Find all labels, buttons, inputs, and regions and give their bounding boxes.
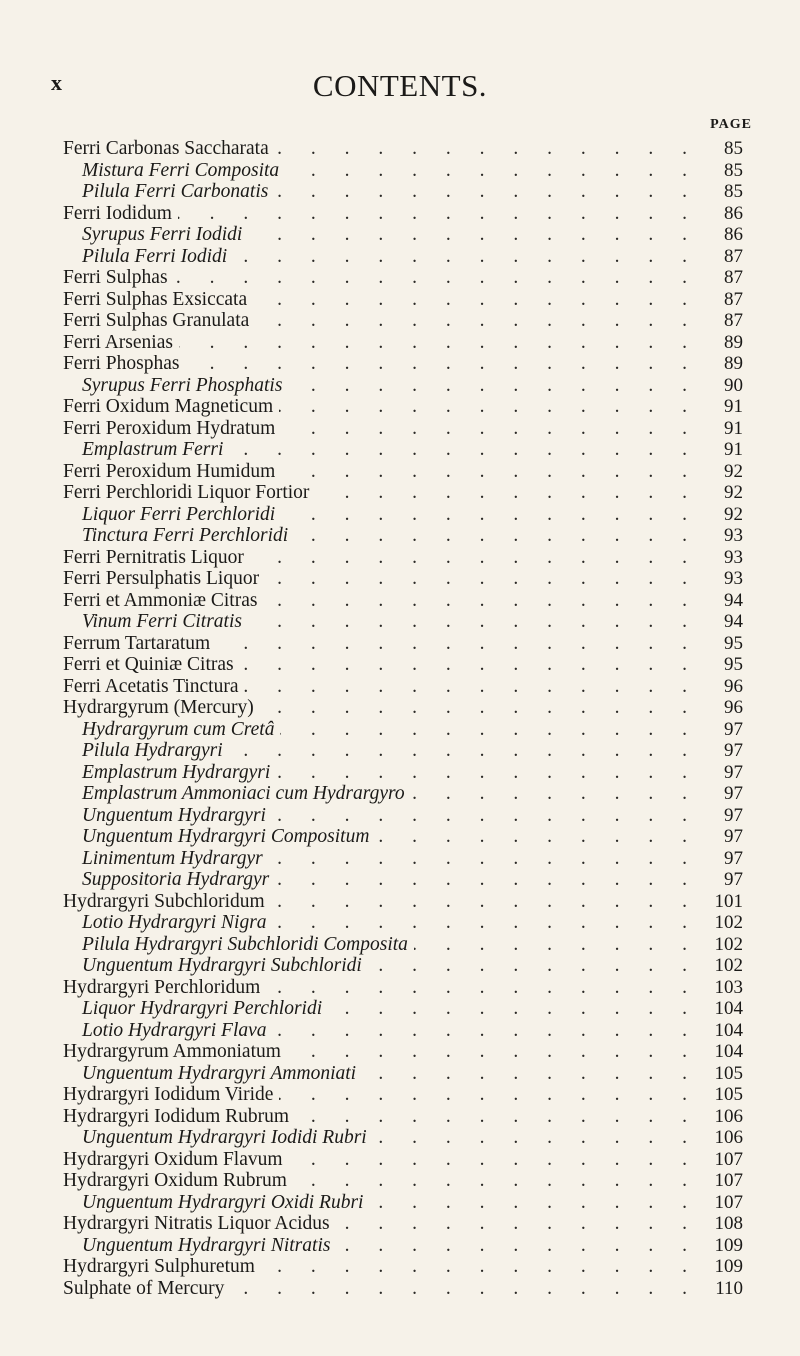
contents-entry	[63, 697, 743, 719]
entry-page-number: 97	[720, 805, 743, 827]
entry-label: Hydrargyrum (Mercury)	[63, 697, 260, 719]
contents-entry	[63, 719, 743, 741]
contents-entry	[63, 826, 743, 848]
entry-label: Unguentum Hydrargyri Subchloridi	[63, 955, 368, 977]
contents-entry	[63, 1213, 743, 1235]
entry-label: Emplastrum Hydrargyri	[63, 762, 276, 784]
entry-page-number: 106	[711, 1127, 744, 1149]
contents-entry	[63, 676, 743, 698]
entry-page-number: 87	[720, 310, 743, 332]
entry-label: Hydrargyri Perchloridum	[63, 977, 266, 999]
entry-page-number: 93	[720, 568, 743, 590]
entry-label: Hydrargyrum cum Cretâ	[63, 719, 280, 741]
contents-entry	[63, 461, 743, 483]
entry-label: Hydrargyri Subchloridum	[63, 891, 271, 913]
entry-page-number: 108	[711, 1213, 744, 1235]
entry-page-number: 97	[720, 869, 743, 891]
contents-entry	[63, 977, 743, 999]
entry-label: Hydrargyri Iodidum Rubrum	[63, 1106, 295, 1128]
contents-entry	[63, 332, 743, 354]
entry-page-number: 95	[720, 633, 743, 655]
entry-label: Ferrum Tartaratum	[63, 633, 216, 655]
contents-entry	[63, 912, 743, 934]
entry-label: Ferri Acetatis Tinctura	[63, 676, 244, 698]
entry-label: Ferri Peroxidum Hydratum	[63, 418, 281, 440]
contents-entry	[63, 138, 743, 160]
contents-entry	[63, 396, 743, 418]
entry-label: Hydrargyri Nitratis Liquor Acidus	[63, 1213, 336, 1235]
entry-page-number: 92	[720, 504, 743, 526]
contents-entry	[63, 504, 743, 526]
entry-label: Linimentum Hydrargyr	[63, 848, 269, 870]
contents-entry	[63, 590, 743, 612]
contents-entry	[63, 1106, 743, 1128]
entry-page-number: 102	[711, 955, 744, 977]
entry-label: Tinctura Ferri Perchloridi	[63, 525, 294, 547]
entry-page-number: 97	[720, 848, 743, 870]
entry-label: Hydrargyri Oxidum Rubrum	[63, 1170, 293, 1192]
entry-page-number: 86	[720, 224, 743, 246]
contents-entry	[63, 1192, 743, 1214]
entry-page-number: 104	[711, 998, 744, 1020]
entry-page-number: 85	[720, 138, 743, 160]
entry-label: Syrupus Ferri Phosphatis	[63, 375, 288, 397]
contents-entry	[63, 482, 743, 504]
entry-label: Unguentum Hydrargyri Oxidi Rubri	[63, 1192, 369, 1214]
entry-page-number: 91	[720, 418, 743, 440]
entry-label: Mistura Ferri Composita	[63, 160, 285, 182]
contents-entry	[63, 418, 743, 440]
entry-page-number: 89	[720, 332, 743, 354]
entry-label: Unguentum Hydrargyri	[63, 805, 272, 827]
entry-page-number: 97	[720, 719, 743, 741]
entry-label: Unguentum Hydrargyri Nitratis	[63, 1235, 336, 1257]
entry-label: Ferri Persulphatis Liquor	[63, 568, 265, 590]
contents-entry	[63, 160, 743, 182]
entry-label: Syrupus Ferri Iodidi	[63, 224, 248, 246]
entry-label: Emplastrum Ferri	[63, 439, 229, 461]
contents-entry	[63, 805, 743, 827]
entry-page-number: 97	[720, 740, 743, 762]
contents-entry	[63, 1020, 743, 1042]
contents-entry	[63, 353, 743, 375]
entry-page-number: 94	[720, 590, 743, 612]
entry-page-number: 92	[720, 461, 743, 483]
entry-page-number: 85	[720, 160, 743, 182]
entry-label: Hydrargyri Oxidum Flavum	[63, 1149, 289, 1171]
entry-label: Liquor Hydrargyri Perchloridi	[63, 998, 328, 1020]
entry-page-number: 97	[720, 762, 743, 784]
entry-page-number: 102	[711, 934, 744, 956]
page-number: x	[51, 70, 62, 95]
contents-entry	[63, 740, 743, 762]
entry-page-number: 104	[711, 1020, 744, 1042]
entry-label: Unguentum Hydrargyri Iodidi Rubri	[63, 1127, 373, 1149]
entry-page-number: 101	[711, 891, 744, 913]
entry-label: Hydrargyri Iodidum Viride	[63, 1084, 279, 1106]
contents-entry	[63, 224, 743, 246]
entry-label: Ferri Pernitratis Liquor	[63, 547, 250, 569]
entry-page-number: 110	[711, 1278, 743, 1300]
entry-page-number: 85	[720, 181, 743, 203]
entry-page-number: 103	[711, 977, 744, 999]
contents-entry	[63, 934, 743, 956]
entry-label: Ferri Phosphas	[63, 353, 185, 375]
contents-entry	[63, 310, 743, 332]
entry-label: Ferri Oxidum Magneticum	[63, 396, 279, 418]
contents-entry	[63, 869, 743, 891]
entry-page-number: 91	[720, 439, 743, 461]
entry-label: Sulphate of Mercury	[63, 1278, 230, 1300]
entry-label: Ferri Arsenias	[63, 332, 179, 354]
contents-entry	[63, 783, 743, 805]
entry-label: Ferri et Quiniæ Citras	[63, 654, 240, 676]
entry-label: Pilula Ferri Carbonatis	[63, 181, 274, 203]
contents-entry	[63, 848, 743, 870]
entry-label: Unguentum Hydrargyri Compositum	[63, 826, 375, 848]
contents-entry	[63, 1063, 743, 1085]
contents-entry	[63, 246, 743, 268]
entry-page-number: 86	[720, 203, 743, 225]
entry-label: Suppositoria Hydrargyr	[63, 869, 275, 891]
page-title: CONTENTS.	[312, 68, 488, 103]
entry-page-number: 97	[720, 826, 743, 848]
entry-page-number: 109	[711, 1256, 744, 1278]
entry-label: Ferri et Ammoniæ Citras	[63, 590, 263, 612]
contents-entry	[63, 547, 743, 569]
entry-label: Ferri Sulphas	[63, 267, 174, 289]
contents-entry	[63, 1170, 743, 1192]
contents-entry	[63, 375, 743, 397]
entry-page-number: 94	[720, 611, 743, 633]
contents-entry	[63, 955, 743, 977]
contents-entry	[63, 998, 743, 1020]
entry-page-number: 105	[711, 1063, 744, 1085]
entry-page-number: 90	[720, 375, 743, 397]
entry-page-number: 93	[720, 547, 743, 569]
entry-page-number: 95	[720, 654, 743, 676]
entry-page-number: 102	[711, 912, 744, 934]
contents-entry	[63, 181, 743, 203]
contents-entry	[63, 1041, 743, 1063]
entry-label: Ferri Carbonas Saccharata	[63, 138, 275, 160]
page-header	[0, 68, 800, 108]
contents-entry	[63, 1235, 743, 1257]
entry-page-number: 107	[711, 1192, 744, 1214]
entry-page-number: 97	[720, 783, 743, 805]
contents-entry	[63, 203, 743, 225]
entry-label: Hydrargyri Sulphuretum	[63, 1256, 261, 1278]
contents-list	[63, 138, 743, 1299]
entry-page-number: 109	[711, 1235, 744, 1257]
contents-entry	[63, 568, 743, 590]
entry-label: Pilula Hydrargyri	[63, 740, 229, 762]
entry-label: Emplastrum Ammoniaci cum Hydrargyro	[63, 783, 411, 805]
contents-entry	[63, 289, 743, 311]
entry-page-number: 107	[711, 1149, 744, 1171]
entry-page-number: 87	[720, 246, 743, 268]
entry-label: Ferri Sulphas Exsiccata	[63, 289, 253, 311]
entry-label: Liquor Ferri Perchloridi	[63, 504, 281, 526]
contents-entry	[63, 1149, 743, 1171]
entry-page-number: 92	[720, 482, 743, 504]
contents-entry	[63, 611, 743, 633]
entry-page-number: 87	[720, 289, 743, 311]
entry-page-number: 89	[720, 353, 743, 375]
entry-page-number: 91	[720, 396, 743, 418]
entry-label: Pilula Hydrargyri Subchloridi Composita	[63, 934, 414, 956]
contents-entry	[63, 1256, 743, 1278]
entry-label: Ferri Iodidum	[63, 203, 178, 225]
entry-page-number: 105	[711, 1084, 744, 1106]
entry-page-number: 107	[711, 1170, 744, 1192]
entry-page-number: 87	[720, 267, 743, 289]
entry-label: Pilula Ferri Iodidi	[63, 246, 233, 268]
contents-entry	[63, 525, 743, 547]
contents-entry	[63, 633, 743, 655]
entry-page-number: 106	[711, 1106, 744, 1128]
entry-label: Ferri Peroxidum Humidum	[63, 461, 281, 483]
entry-label: Vinum Ferri Citratis	[63, 611, 248, 633]
contents-entry	[63, 1278, 743, 1300]
entry-page-number: 96	[720, 676, 743, 698]
entry-page-number: 93	[720, 525, 743, 547]
contents-entry	[63, 1127, 743, 1149]
contents-entry	[63, 654, 743, 676]
contents-entry	[63, 1084, 743, 1106]
contents-entry	[63, 439, 743, 461]
contents-entry	[63, 891, 743, 913]
contents-entry	[63, 762, 743, 784]
entry-label: Ferri Perchloridi Liquor Fortior	[63, 482, 315, 504]
contents-entry	[63, 267, 743, 289]
page-column-label: PAGE	[710, 117, 752, 132]
entry-page-number: 96	[720, 697, 743, 719]
entry-label: Lotio Hydrargyri Nigra	[63, 912, 273, 934]
entry-label: Lotio Hydrargyri Flava	[63, 1020, 273, 1042]
entry-label: Hydrargyrum Ammoniatum	[63, 1041, 287, 1063]
entry-label: Ferri Sulphas Granulata	[63, 310, 255, 332]
entry-page-number: 104	[711, 1041, 744, 1063]
entry-label: Unguentum Hydrargyri Ammoniati	[63, 1063, 362, 1085]
